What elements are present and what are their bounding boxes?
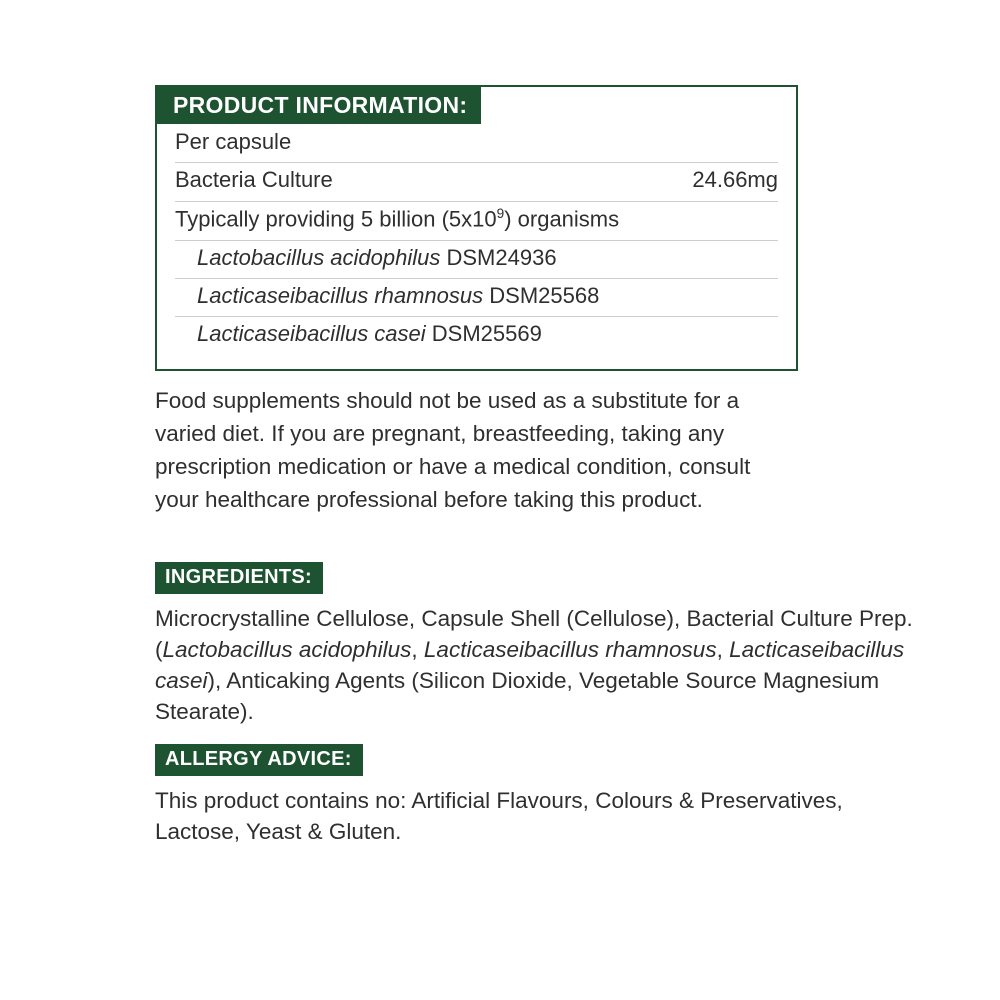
- allergy-advice-text: This product contains no: Artificial Flavours, Colours & Preservatives, Lactose, Yeast & Gluten.: [155, 788, 843, 844]
- product-information-title: PRODUCT INFORMATION:: [157, 87, 481, 124]
- strain-code: DSM25568: [483, 282, 600, 308]
- strain-label: [197, 245, 557, 271]
- bacteria-culture-label: Bacteria Culture: [175, 167, 333, 193]
- allergy-advice-section: [155, 744, 925, 847]
- strain-row: [175, 279, 778, 316]
- ingredients-strain-1: Lactobacillus acidophilus: [162, 637, 412, 662]
- strain-label: [197, 321, 542, 347]
- ingredients-text-part-3: ,: [716, 637, 730, 662]
- per-capsule-row: [175, 125, 778, 162]
- bacteria-culture-amount: 24.66mg: [692, 167, 778, 193]
- strain-code: DSM24936: [440, 244, 557, 270]
- strain-name: Lacticaseibacillus casei: [197, 321, 426, 347]
- ingredients-strain-2: Lacticaseibacillus rhamnosus: [423, 637, 717, 662]
- product-information-panel: [155, 85, 798, 371]
- allergy-advice-heading: ALLERGY ADVICE:: [155, 744, 363, 776]
- strain-row: [175, 241, 778, 278]
- food-supplement-disclaimer: Food supplements should not be used as a substitute for a varied diet. If you are pregnant, breastfeeding, taking any prescription medication or have a medical condition, consult your healthcare professional before taking this product.: [155, 388, 751, 512]
- providing-exponent: 9: [496, 205, 505, 221]
- product-information-body: [157, 125, 796, 369]
- providing-suffix: ) organisms: [504, 206, 620, 232]
- typically-providing-label: [175, 206, 619, 233]
- panel-title-wrap: [157, 87, 796, 125]
- strain-code: DSM25569: [425, 321, 542, 347]
- ingredients-text-part-2: ,: [411, 637, 424, 662]
- strain-row: [175, 317, 778, 354]
- ingredients-text-part-1: Microcrystalline Cellulose, Capsule Shell (Cellulose), Bacterial Culture Prep. (: [155, 606, 913, 662]
- ingredients-section: [155, 562, 925, 727]
- ingredients-text: [155, 603, 925, 727]
- strain-name: Lactobacillus acidophilus: [197, 244, 441, 270]
- typically-providing-row: [175, 202, 778, 240]
- ingredients-text-part-4: ), Anticaking Agents (Silicon Dioxide, Vegetable Source Magnesium Stearate).: [155, 668, 880, 724]
- bacteria-culture-row: [175, 163, 778, 200]
- providing-prefix: Typically providing 5 billion (5x10: [175, 206, 497, 232]
- strain-name: Lacticaseibacillus rhamnosus: [197, 282, 484, 308]
- strain-label: [197, 283, 599, 309]
- per-capsule-label: Per capsule: [175, 129, 292, 154]
- ingredients-heading: INGREDIENTS:: [155, 562, 323, 594]
- ingredients-strain-3: Lacticaseibacillus casei: [155, 637, 905, 693]
